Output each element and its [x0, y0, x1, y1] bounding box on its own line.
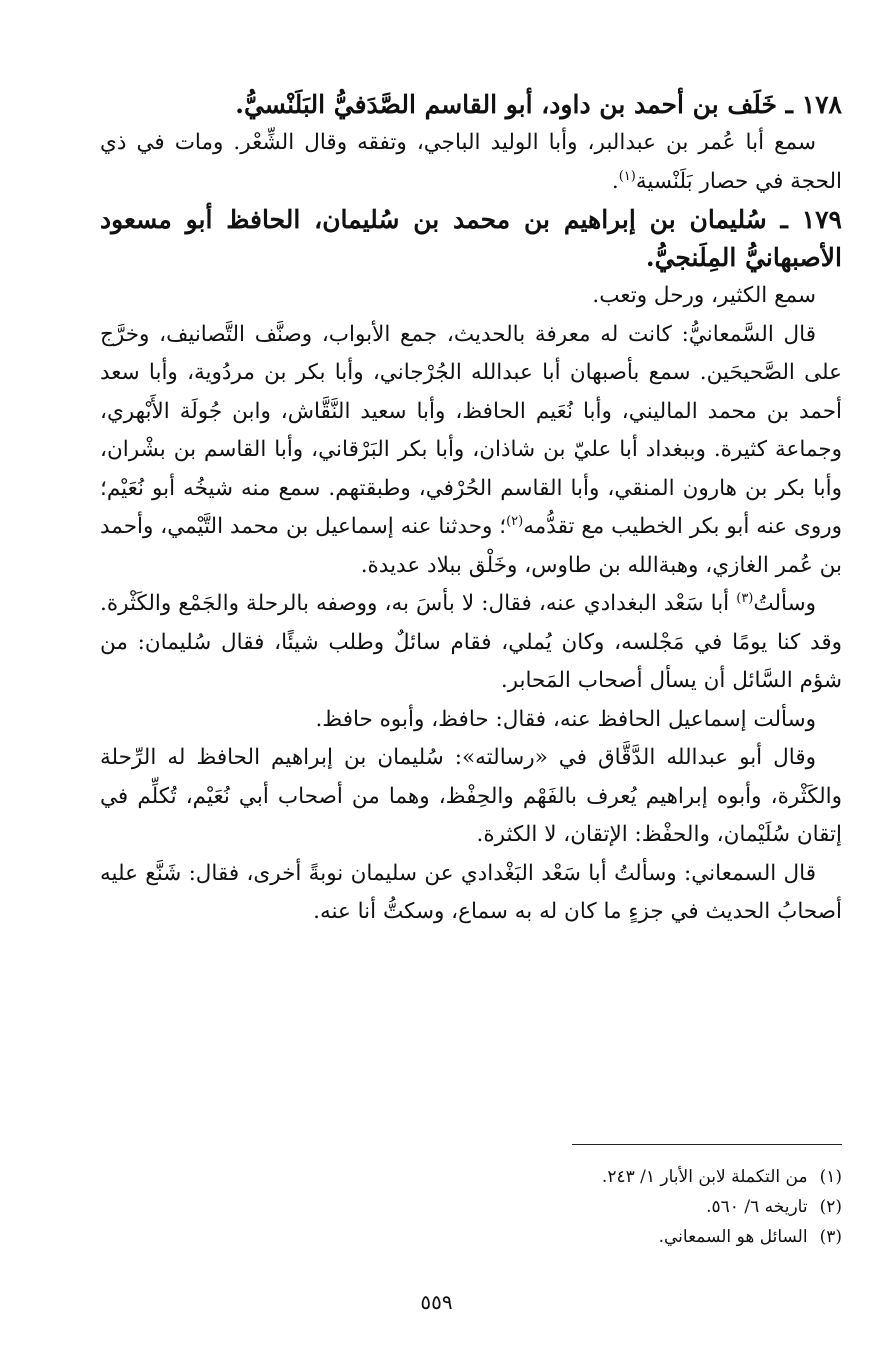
footnotes — [300, 1162, 842, 1252]
footnote-2 — [300, 1192, 842, 1222]
paragraph-text: سمع أبا عُمر بن عبدالبر، وأبا الوليد الباجي، وتفقه وقال الشِّعْر. ومات في ذي الحجة في حصار بَلَنْسية — [100, 130, 842, 194]
footnote-text: السائل هو السمعاني. — [658, 1227, 808, 1247]
entry-heading-178: ١٧٨ ـ خَلَف بن أحمد بن داود، أبو القاسم الصَّدَفيُّ البَلَنْسيُّ. — [235, 90, 842, 119]
page-number: ٥٥٩ — [420, 1290, 453, 1314]
footnote-ref-1[interactable]: (١) — [618, 168, 636, 184]
footnote-text: تاريخه ٦/ ٥٦٠. — [706, 1197, 808, 1217]
footnote-text: من التكملة لابن الأبار ١/ ٢٤٣. — [601, 1167, 808, 1187]
entry-179-paragraph-4: وسألت إسماعيل الحافظ عنه، فقال: حافظ، وأبوه حافظ. — [315, 706, 816, 732]
paragraph-tail: أبا سَعْد البغدادي عنه، فقال: لا بأسَ به، ووصفه بالرحلة والجَمْع والكَثْرة. وقد كنا يومًا في مَجْلسه، وكان يُملي، فقام سائلٌ وطلب شيئًا، فقال سُليمان: من شؤم السَّائل أن يسأل أصحاب المَحابر. — [100, 591, 842, 693]
footnote-3 — [300, 1222, 842, 1252]
entry-heading-179: ١٧٩ ـ سُليمان بن إبراهيم بن محمد بن سُليمان، الحافظ أبو مسعود الأصبهانيُّ المِلَنجيُّ. — [100, 205, 842, 272]
entry-179-paragraph-5: وقال أبو عبدالله الدَّقَّاق في «رسالته»: سُليمان بن إبراهيم الحافظ له الرِّحلة والكَثْرة، وأبوه إبراهيم يُعرف بالفَهْم والحِفْظ، وهما من أصحاب أبي نُعَيْم، تُكلِّم في إتقان سُلَيْمان، والحفْظ: الإتقان، لا الكثرة. — [100, 745, 842, 847]
paragraph-text: وسألتُ — [753, 591, 816, 616]
footnote-number: (٢) — [819, 1197, 842, 1217]
paragraph-tail: . — [611, 168, 619, 194]
footnote-1 — [300, 1162, 842, 1192]
entry-179-paragraph-3 — [100, 585, 842, 701]
footnote-ref-3[interactable]: (٣) — [736, 590, 754, 606]
entry-179-paragraph-2 — [100, 316, 842, 586]
footnote-number: (١) — [819, 1167, 842, 1187]
footnote-ref-2[interactable]: (٢) — [506, 513, 524, 529]
main-text — [100, 86, 842, 932]
entry-178-paragraph — [100, 124, 842, 201]
footnote-number: (٣) — [819, 1227, 842, 1247]
entry-179-paragraph-6: قال السمعاني: وسألتُ أبا سَعْد البَغْدادي عن سليمان نوبةً أخرى، فقال: شَنَّع عليه أصحابُ الحديث في جزءٍ ما كان له به سماع، وسكتُّ أنا عنه. — [100, 860, 842, 924]
footnote-divider — [572, 1144, 842, 1145]
entry-179-paragraph-1: سمع الكثير، ورحل وتعب. — [592, 283, 816, 308]
paragraph-text: قال السَّمعانيُّ: كانت له معرفة بالحديث، جمع الأبواب، وصنَّف التَّصانيف، وخرَّج على الصَّحيحَين. سمع بأصبهان أبا عبدالله الجُرْجاني، وأبا بكر بن مردُوية، وأبا سعد أحمد بن محمد الماليني، وأبا نُعَيم الحافظ، وأبا سعيد النَّقَّاش، وابن جُولَة الأَبْهري، وجماعة كثيرة. وببغداد أبا عليّ بن شاذان، وأبا بكر البَرْقاني، وأبا القاسم بن بشْران، وأبا بكر بن هارون المنقي، وأبا القاسم الحُرْفي، وطبقتهم. سمع منه شيخُه أبو نُعَيْم؛ وروى عنه أبو بكر الخطيب مع تقدُّمه — [100, 321, 842, 539]
paragraph-tail: ؛ وحدثنا عنه إسماعيل بن محمد التَّيْمي، وأحمد بن عُمر الغازي، وهبةالله بن طاوس، وخَلْق ببلاد عديدة. — [100, 514, 842, 578]
